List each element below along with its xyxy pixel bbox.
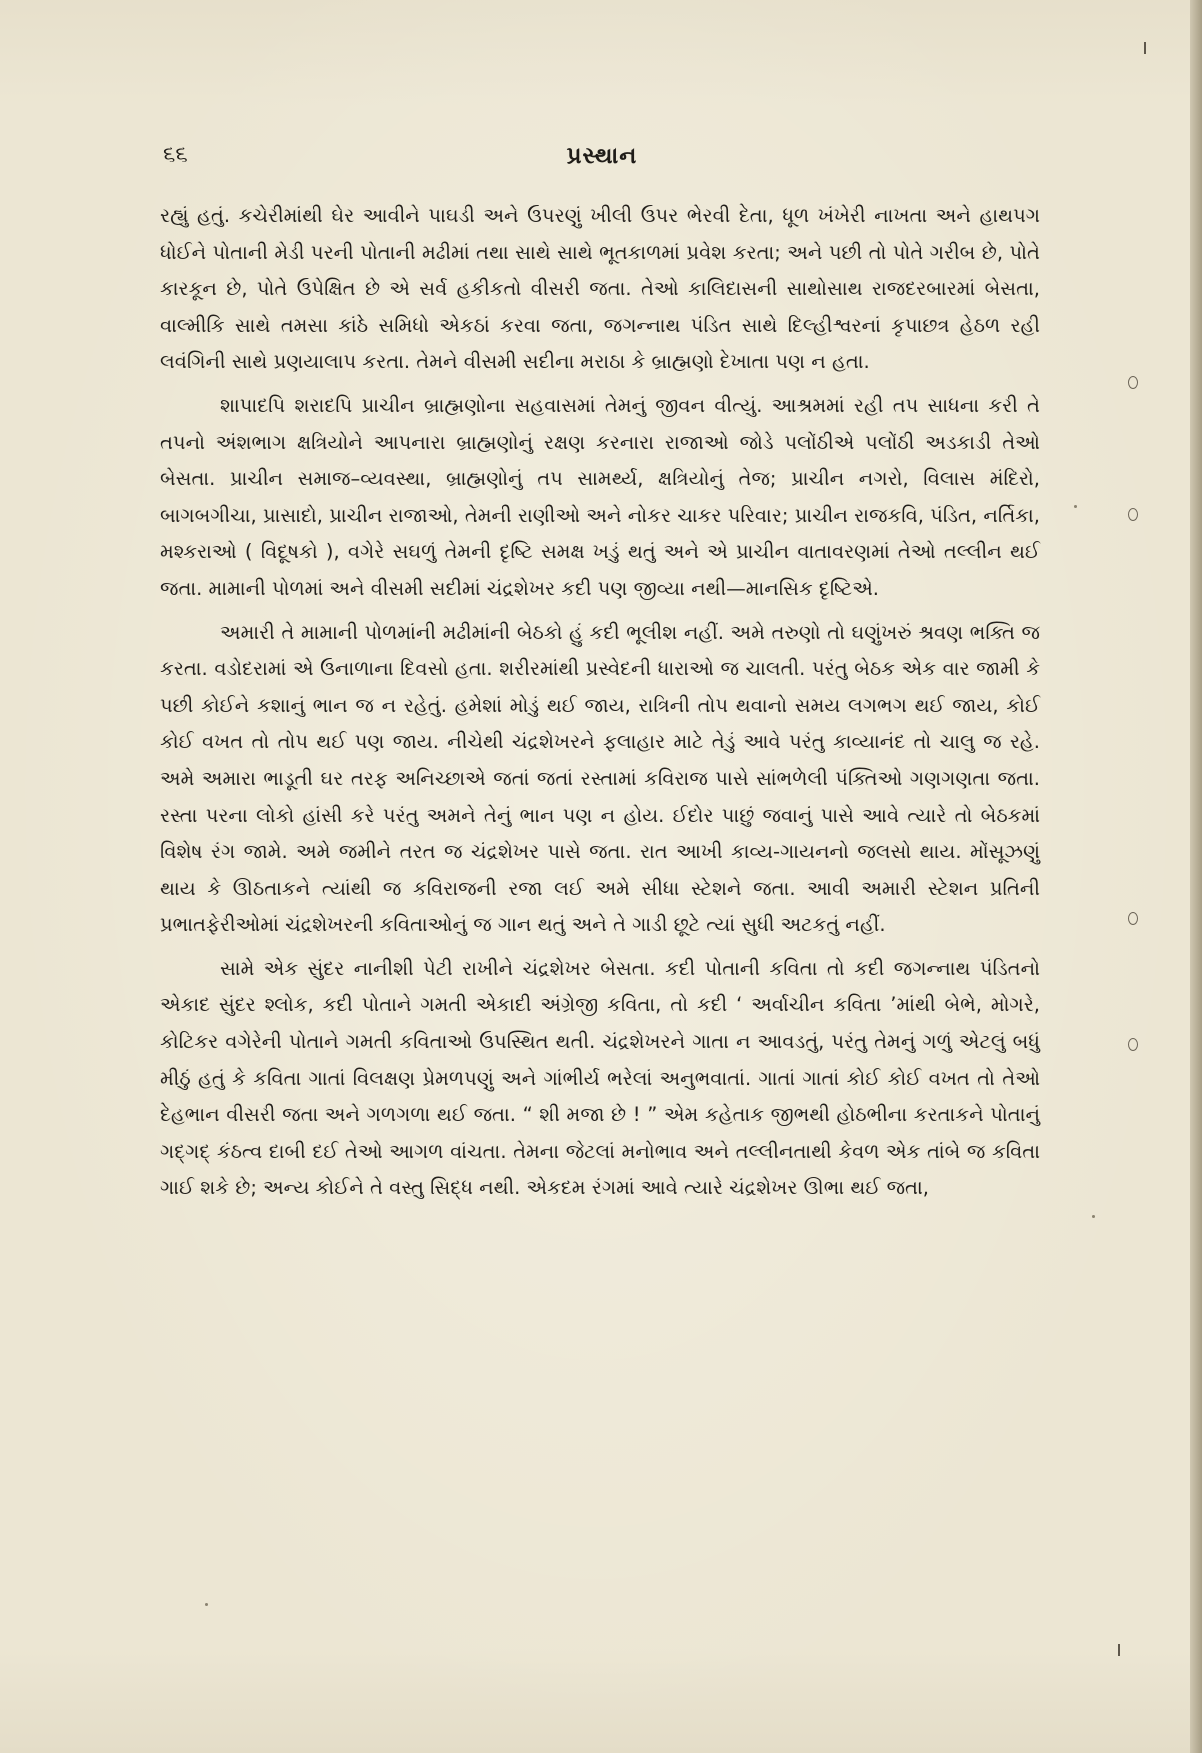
paragraph-2: શાપાદપિ શરાદપિ પ્રાચીન બ્રાહ્મણોના સહવાસમાં તેમનું જીવન વીત્યું. આશ્રમમાં રહી તપ સાધના કરી તે તપનો અંશભાગ ક્ષત્રિયોને આપનારા બ્રાહ્મણોનું રક્ષણ કરનારા રાજાઓ જોડે પલોંઠીએ પલોંઠી અડકાડી તેઓ બેસતા. પ્રાચીન સમાજ–વ્યવસ્થા, બ્રાહ્મણોનું તપ સામર્થ્ય, ક્ષત્રિયોનું તેજ; પ્રાચીન નગરો, વિલાસ મંદિરો, બાગબગીચા, પ્રાસાદો, પ્રાચીન રાજાઓ, તેમની રાણીઓ અને નોકર ચાકર પરિવાર; પ્રાચીન રાજકવિ, પંડિત, નર્તિકા, મશ્કરાઓ ( વિદૂષકો ), વગેરે સઘળું તેમની દૃષ્ટિ સમક્ષ ખડું થતું અને એ પ્રાચીન વાતાવરણમાં તેઓ તલ્લીન થઈ જતા. મામાની પોળમાં અને વીસમી સદીમાં ચંદ્રશેખર કદી પણ જીવ્યા નથી—માનસિક દૃષ્ટિએ. bbox=[160, 393, 1040, 600]
margin-hole-mark bbox=[1128, 1038, 1138, 1051]
page-edge bbox=[1190, 0, 1202, 1753]
margin-hole-mark bbox=[1128, 912, 1138, 925]
page-title: પ્રસ્થાન bbox=[566, 142, 638, 169]
paper-mark bbox=[1118, 1644, 1120, 1656]
paper-speck bbox=[205, 1603, 208, 1606]
page-number: ૬૬ bbox=[163, 142, 188, 167]
margin-hole-mark bbox=[1128, 508, 1138, 521]
paragraph-3: અમારી તે મામાની પોળમાંની મઢીમાંની બેઠકો હું કદી ભૂલીશ નહીં. અમે તરુણો તો ઘણુંખરું શ્રવણ ભક્તિ જ કરતા. વડોદરામાં એ ઉનાળાના દિવસો હતા. શરીરમાંથી પ્રસ્વેદની ધારાઓ જ ચાલતી. પરંતુ બેઠક એક વાર જામી કે પછી કોઈને કશાનું ભાન જ ન રહેતું. હમેશાં મોડું થઈ જાય, રાત્રિની તોપ થવાનો સમય લગભગ થઈ જાય, કોઈ કોઈ વખત તો તોપ થઈ પણ જાય. નીચેથી ચંદ્રશેખરને ફલાહાર માટે તેડું આવે પરંતુ કાવ્યાનંદ તો ચાલુ જ રહે. અમે અમારા ભાડૂતી ઘર તરફ અનિચ્છાએ જતાં જતાં રસ્તામાં કવિરાજ પાસે સાંભળેલી પંક્તિઓ ગણગણતા જતા. રસ્તા પરના લોકો હાંસી કરે પરંતુ અમને તેનું ભાન પણ ન હોય. ઈદોર પાછું જવાનું પાસે આવે ત્યારે તો બેઠકમાં વિશેષ રંગ જામે. અમે જમીને તરત જ ચંદ્રશેખર પાસે જતા. રાત આખી કાવ્ય-ગાયનનો જલસો થાય. મોંસૂઝણું થાય કે ઊઠતાકને ત્યાંથી જ કવિરાજની રજા લઈ અમે સીધા સ્ટેશને જતા. આવી અમારી સ્ટેશન પ્રતિની પ્રભાતફેરીઓમાં ચંદ્રશેખરની કવિતાઓનું જ ગાન થતું અને તે ગાડી છૂટે ત્યાં સુધી અટકતું નહીં. bbox=[160, 620, 1040, 937]
paragraph-1: રહ્યું હતું. કચેરીમાંથી ઘેર આવીને પાઘડી અને ઉપરણું ખીલી ઉપર ભેરવી દેતા, ધૂળ ખંખેરી નાખતા અને હાથપગ ધોઈને પોતાની મેડી પરની પોતાની મઢીમાં તથા સાથે સાથે ભૂતકાળમાં પ્રવેશ કરતા; અને પછી તો પોતે ગરીબ છે, પોતે કારકૂન છે, પોતે ઉપેક્ષિત છે એ સર્વ હકીકતો વીસરી જતા. તેઓ કાલિદાસની સાથોસાથ રાજદરબારમાં બેસતા, વાલ્મીકિ સાથે તમસા કાંઠે સમિધો એકઠાં કરવા જતા, જગન્નાથ પંડિત સાથે દિલ્હીશ્વરનાં કૃપાછત્ર હેઠળ રહી લવંગિની સાથે પ્રણયાલાપ કરતા. તેમને વીસમી સદીના મરાઠા કે બ્રાહ્મણો દેખાતા પણ ન હતા. bbox=[160, 204, 1040, 374]
running-head bbox=[163, 142, 1041, 178]
body-text bbox=[160, 198, 1040, 1214]
margin-hole-mark bbox=[1128, 376, 1138, 389]
paper-speck bbox=[1074, 505, 1077, 508]
paper-mark bbox=[1144, 42, 1146, 54]
paragraph-4: સામે એક સુંદર નાનીશી પેટી રાખીને ચંદ્રશેખર બેસતા. કદી પોતાની કવિતા તો કદી જગન્નાથ પંડિતનો એકાદ સુંદર શ્લોક, કદી પોતાને ગમતી એકાદી અંગ્રેજી કવિતા, તો કદી ‘ અર્વાચીન કવિતા ’માંથી બેભે, મોગરે, કોટિકર વગેરેની પોતાને ગમતી કવિતાઓ ઉપસ્થિત થતી. ચંદ્રશેખરને ગાતા ન આવડતું, પરંતુ તેમનું ગળું એટલું બધું મીઠું હતું કે કવિતા ગાતાં વિલક્ષણ પ્રેમળપણું અને ગાંભીર્ય ભરેલાં અનુભવાતાં. ગાતાં ગાતાં કોઈ કોઈ વખત તો તેઓ દેહભાન વીસરી જતા અને ગળગળા થઈ જતા. “ શી મજા છે ! ” એમ કહેતાક જીભથી હોઠભીના કરતાકને પોતાનું ગદ્ગદ્ કંઠત્વ દાબી દઈ તેઓ આગળ વાંચતા. તેમના જેટલાં મનોભાવ અને તલ્લીનતાથી કેવળ એક તાંબે જ કવિતા ગાઈ શકે છે; અન્ય કોઈને તે વસ્તુ સિદ્ધ નથી. એકદમ રંગમાં આવે ત્યારે ચંદ્રશેખર ઊભા થઈ જતા, bbox=[160, 956, 1040, 1200]
paper-speck bbox=[1092, 1215, 1095, 1218]
